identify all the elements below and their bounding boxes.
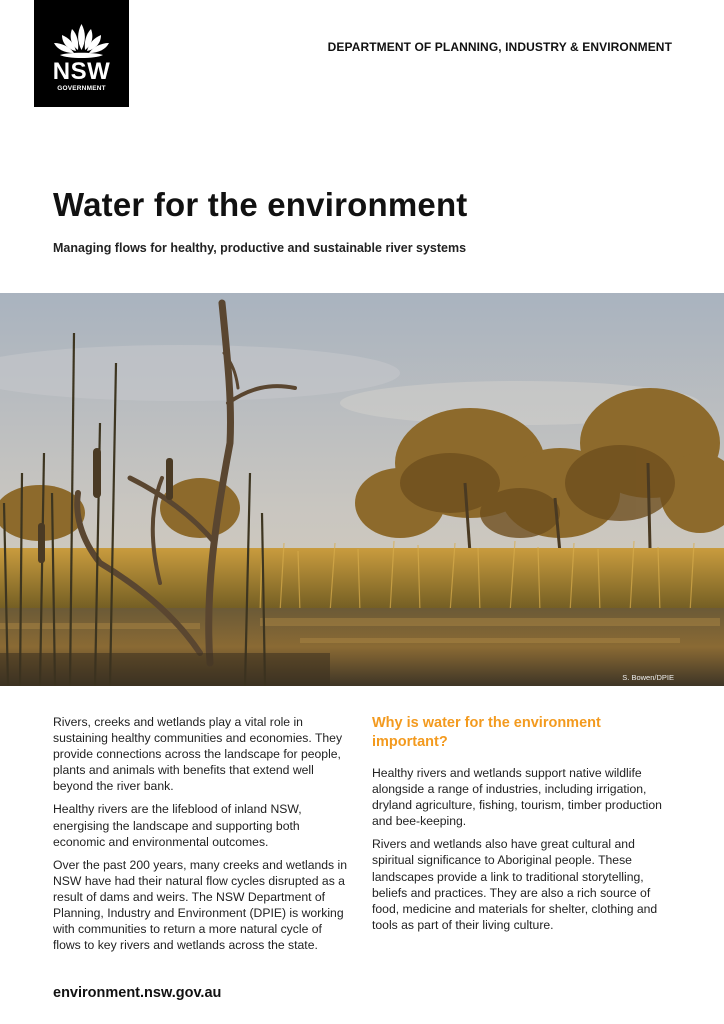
section-paragraph: Rivers and wetlands also have great cultural and spiritual significance to Aboriginal people. These landscapes provide a link to traditional storytelling, beliefs and practices. They are also a rich source of food, medicine and materials for shelter, clothing and tools as part of their living culture. [372, 837, 658, 932]
intro-paragraph: Healthy rivers are the lifeblood of inland NSW, energising the landscape and supporting both economic and environmental outcomes. [53, 802, 302, 849]
logo-government-text: GOVERNMENT [57, 85, 106, 92]
department-name: DEPARTMENT OF PLANNING, INDUSTRY & ENVIRONMENT [327, 40, 672, 54]
importance-column [372, 714, 677, 940]
nsw-government-logo[interactable] [34, 0, 129, 107]
intro-paragraph: Rivers, creeks and wetlands play a vital role in sustaining healthy communities and economies. They provide connections across the landscape for people, plants and animals with benefits that extend well beyond the river bank. [53, 715, 343, 794]
page-title: Water for the environment [53, 186, 468, 223]
intro-paragraph: Over the past 200 years, many creeks and wetlands in NSW have had their natural flow cycles disrupted as a result of dams and weirs. The NSW Department of Planning, Industry and Environment (DPIE) is working with communities to return a more natural cycle of flows to key rivers and wetlands across the state. [53, 857, 348, 953]
waratah-icon [50, 22, 113, 60]
river-wetland-photo [0, 293, 724, 686]
website-link[interactable]: environment.nsw.gov.au [53, 985, 222, 1001]
intro-column [53, 714, 348, 960]
logo-nsw-text: NSW [52, 58, 111, 85]
photo-credit: S. Bowen/DPIE [622, 673, 674, 682]
section-heading: Why is water for the environment important? [372, 715, 601, 750]
page-subtitle: Managing flows for healthy, productive and sustainable river systems [53, 241, 467, 255]
section-paragraph: Healthy rivers and wetlands support native wildlife alongside a range of industries, including irrigation, dryland agriculture, fishing, tourism, timber production and bee-keeping. [372, 766, 662, 829]
